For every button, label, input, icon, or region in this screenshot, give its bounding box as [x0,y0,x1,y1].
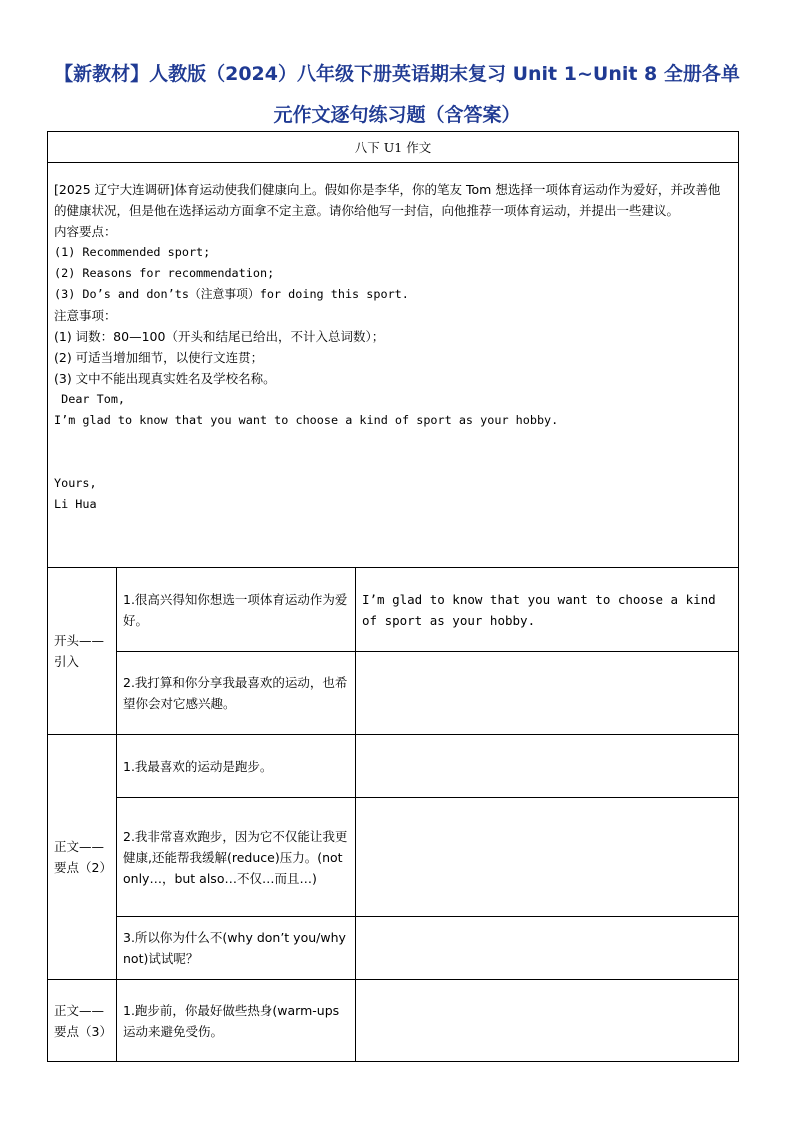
prompt-cell: 1.我最喜欢的运动是跑步。 [117,735,356,798]
letter-opening: I’m glad to know that you want to choose a kind of sport as your hobby. [54,413,559,427]
answer-cell [356,917,739,980]
note-3: (3) 文中不能出现真实姓名及学校名称。 [54,371,276,386]
note-2: (2) 可适当增加细节，以使行文连贯； [54,350,264,365]
prompt-cell: 1.很高兴得知你想选一项体育运动作为爱好。 [117,568,356,652]
section-label-point-3: 正文——要点（3） [48,980,117,1062]
points-title: 内容要点： [54,224,117,239]
answer-cell [356,980,739,1062]
prompt-cell: 2.我非常喜欢跑步，因为它不仅能让我更健康,还能帮我缓解(reduce)压力。(not only…，but also…不仅…而且…) [117,798,356,917]
prompt-cell: 3.所以你为什么不(why don’t you/why not)试试呢？ [117,917,356,980]
letter-signature: Li Hua [54,497,97,511]
content-point-3: (3) Do’s and don’ts（注意事项）for doing this sport. [54,287,409,301]
title-line-2: 元作文逐句练习题（含答案） [273,104,521,126]
prompt-cell: 1.跑步前，你最好做些热身(warm-ups运动来避免受伤。 [117,980,356,1062]
letter-greeting: Dear Tom, [54,392,126,406]
answer-cell [356,735,739,798]
content-point-1: (1) Recommended sport; [54,245,211,259]
section-label-opening: 开头——引入 [48,568,117,735]
answer-cell [356,798,739,917]
task-prompt: [2025 辽宁大连调研]体育运动使我们健康向上。假如你是李华，你的笔友 Tom 想选择一项体育运动作为爱好，并改善他的健康状况，但是他在选择运动方面拿不定主意。请你给他写一封信，向他推荐一项体育运动，并提出一些建议。 [54,182,721,218]
answer-cell [356,652,739,735]
section-label-point-2: 正文——要点（2） [48,735,117,980]
table-header: 八下 U1 作文 [48,132,739,163]
letter-closing: Yours, [54,476,97,490]
exercise-table [47,131,739,1062]
title-line-1: 【新教材】人教版（2024）八年级下册英语期末复习 Unit 1~Unit 8 全册各单 [54,63,740,85]
prompt-cell: 2.我打算和你分享我最喜欢的运动，也希望你会对它感兴趣。 [117,652,356,735]
task-description [48,163,739,568]
document-title [30,54,764,136]
answer-cell: I’m glad to know that you want to choose a kind of sport as your hobby. [356,568,739,652]
note-1: (1) 词数：80—100（开头和结尾已给出，不计入总词数）； [54,329,385,344]
content-point-2: (2) Reasons for recommendation; [54,266,275,280]
notes-title: 注意事项： [54,308,117,323]
